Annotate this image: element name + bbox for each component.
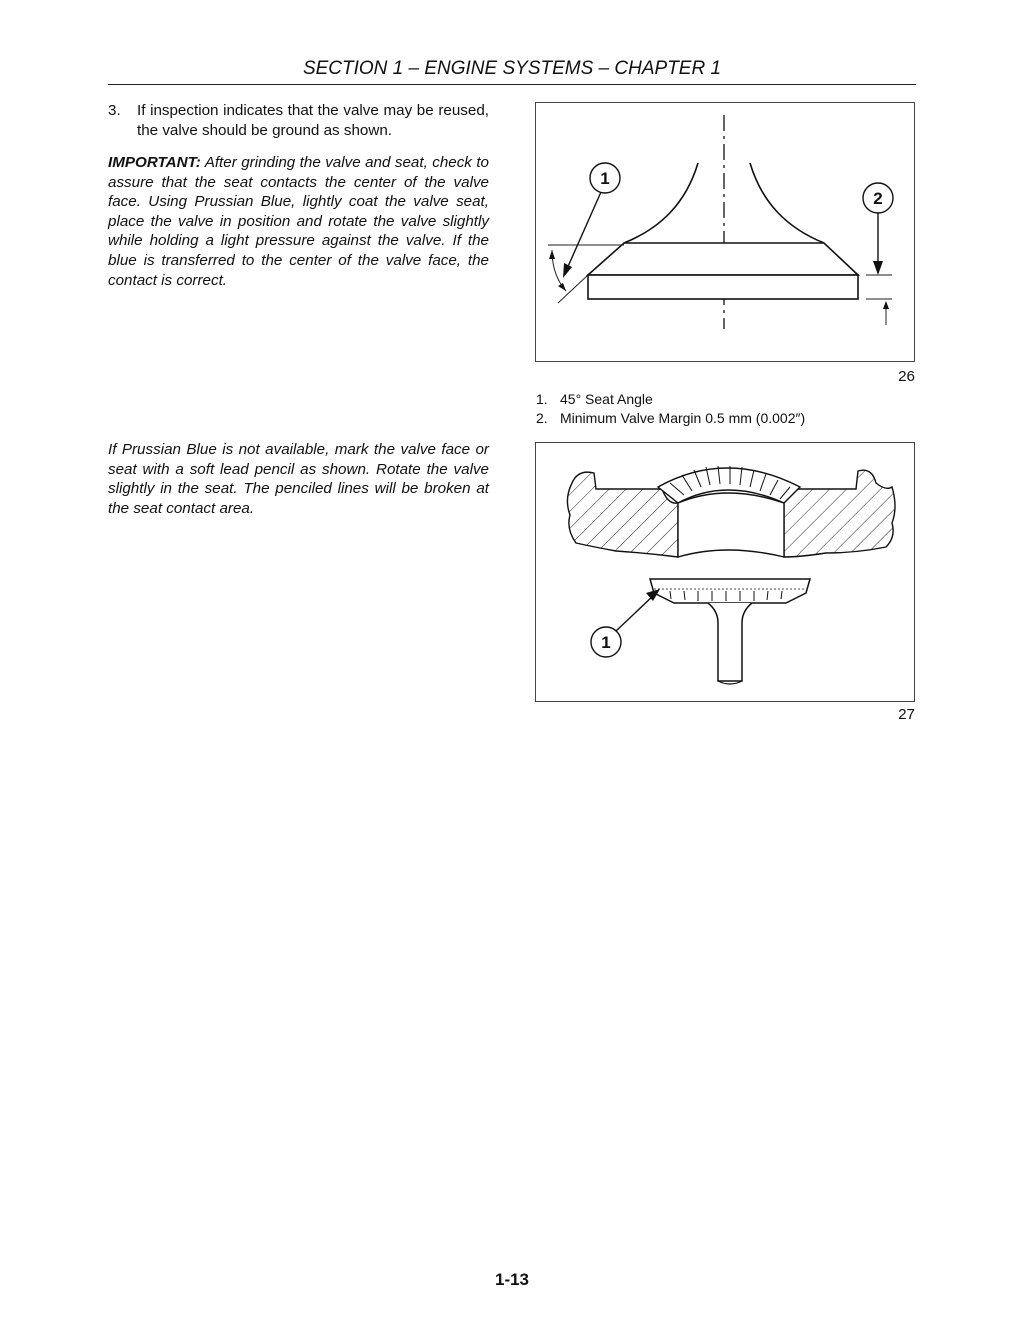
- figure-27-number: 27: [898, 706, 915, 723]
- valve-neck-left: [624, 163, 698, 243]
- cylinder-head-right-section: [783, 470, 895, 557]
- callout-2-label: 2: [873, 189, 883, 208]
- step-number: 3.: [108, 102, 121, 119]
- header-rule: [108, 84, 916, 85]
- section-header: SECTION 1 – ENGINE SYSTEMS – CHAPTER 1: [302, 58, 722, 79]
- important-note: [108, 153, 489, 290]
- valve-head: [650, 579, 810, 603]
- valve-face: [588, 243, 858, 275]
- angle-extension-line: [558, 275, 588, 303]
- legend-item-valve-margin: [536, 409, 805, 428]
- callout-1-label: 1: [601, 633, 611, 652]
- valve-face-illustration: [536, 103, 914, 361]
- valve-neck-right: [750, 163, 824, 243]
- step-text: If inspection indicates that the valve may be reused, the valve should be ground as shown.: [137, 102, 489, 139]
- legend-number: 2.: [536, 410, 548, 426]
- legend-text: 45° Seat Angle: [560, 391, 653, 407]
- callout-1-arrowhead: [563, 263, 572, 278]
- legend-text: Minimum Valve Margin 0.5 mm (0.002″): [560, 410, 806, 426]
- figure-27-valve-seat: [535, 442, 915, 702]
- callout-1-leader: [566, 192, 601, 271]
- important-text: After grinding the valve and seat, check to assure that the seat contacts the center of the valve face. Using Prussian Blue, lightly coat the valve seat, place the valve in position and rotate the valve slightly while holding a light pressure against the valve. If the blue is transferred to the center of the valve face, the contact is correct.: [108, 154, 490, 289]
- step-3: [108, 101, 489, 141]
- figure-26-valve-face: [535, 102, 915, 362]
- callout-1-label: 1: [600, 169, 610, 188]
- valve-port-opening: [678, 493, 784, 557]
- callout-2-arrowhead: [873, 261, 883, 275]
- angle-arrow-top: [549, 250, 555, 259]
- figure-26-number: 26: [898, 368, 915, 385]
- legend-item-seat-angle: [536, 390, 805, 409]
- important-label: IMPORTANT:: [108, 154, 201, 171]
- legend-number: 1.: [536, 391, 548, 407]
- angle-arrow-bottom: [558, 283, 566, 291]
- pencil-note: If Prussian Blue is not available, mark the valve face or seat with a soft lead pencil as shown. Rotate the valve slightly in the seat. The penciled lines will be broken at the seat contact area.: [108, 441, 489, 517]
- page-number: 1-13: [494, 1270, 530, 1289]
- valve-margin: [588, 275, 858, 299]
- valve-seat-illustration: [536, 443, 914, 701]
- margin-dim-arrowhead: [883, 301, 889, 309]
- callout-1-leader: [616, 595, 654, 631]
- valve-stem: [708, 603, 752, 681]
- figure-26-legend: [536, 390, 805, 428]
